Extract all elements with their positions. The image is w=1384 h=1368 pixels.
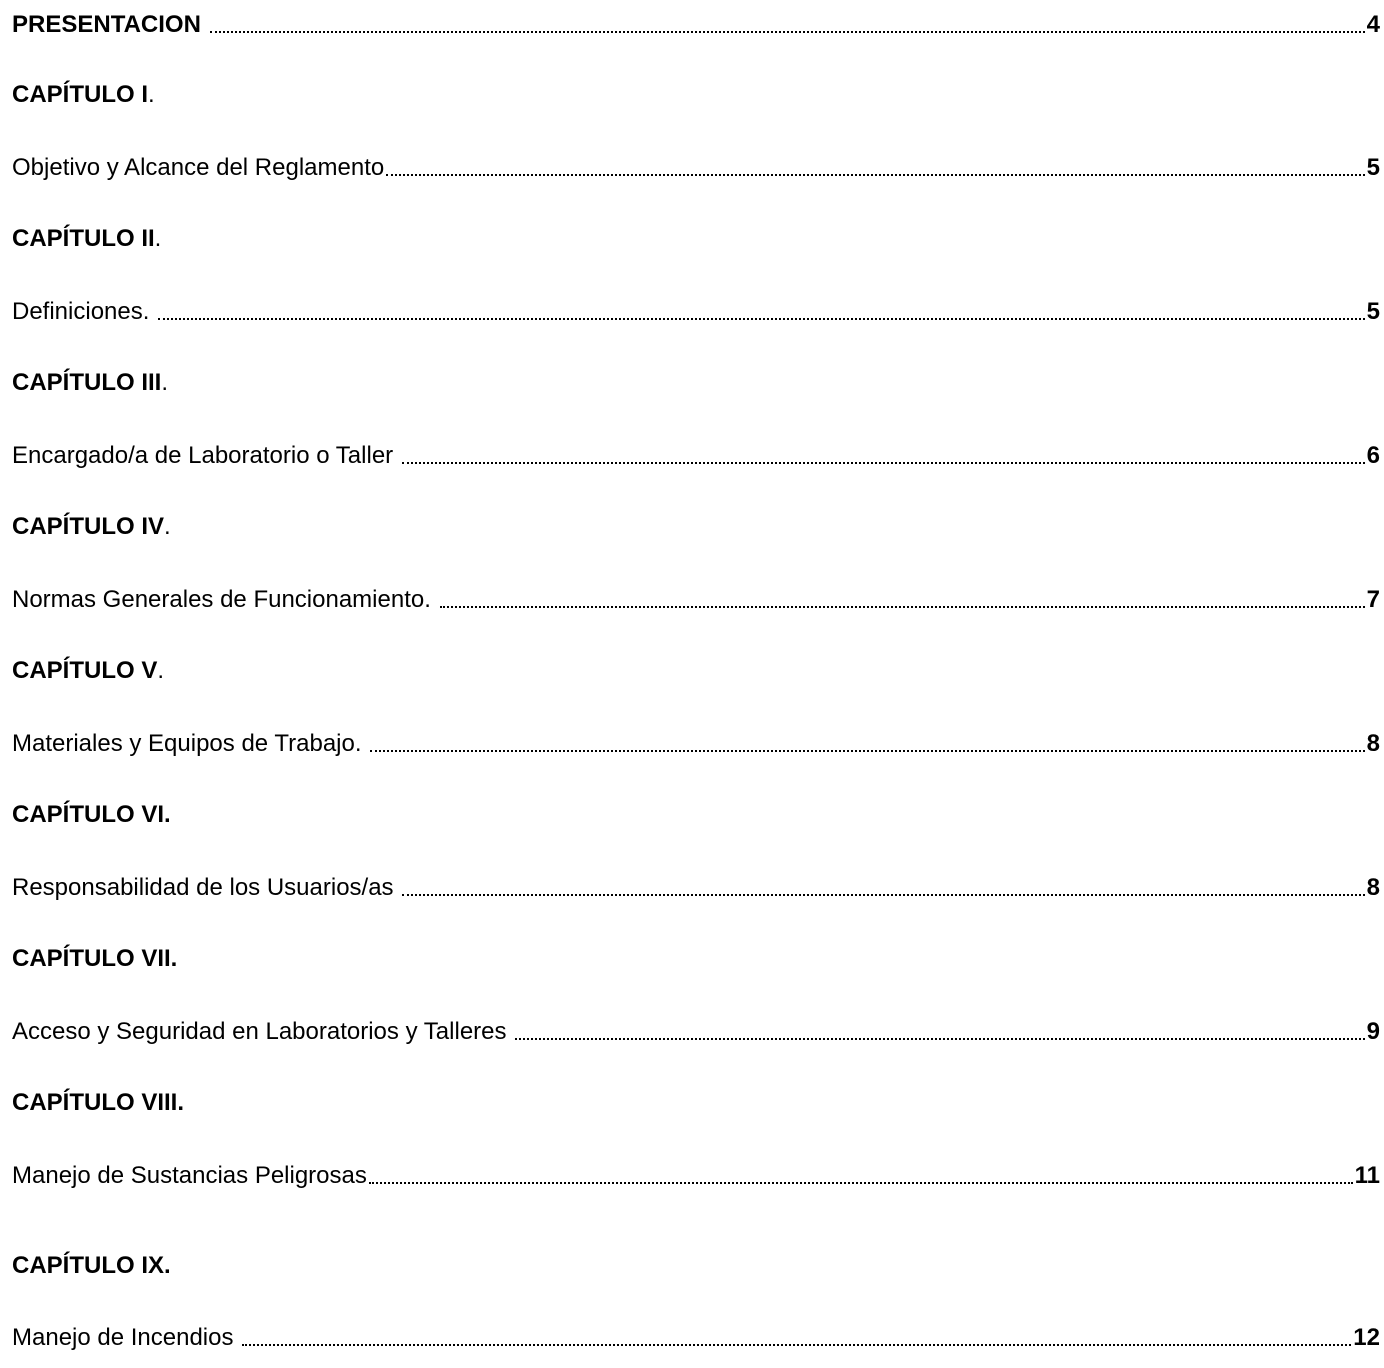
dot-leader xyxy=(158,318,1365,320)
toc-page-number: 7 xyxy=(1366,586,1380,613)
chapter-heading-text: CAPÍTULO VII. xyxy=(12,945,178,972)
toc-entry[interactable] xyxy=(12,1151,1380,1191)
chapter-heading-text: CAPÍTULO IX. xyxy=(12,1252,171,1279)
chapter-heading xyxy=(12,224,161,254)
chapter-heading-text: CAPÍTULO VIII. xyxy=(12,1089,185,1116)
chapter-heading-suffix: . xyxy=(157,657,165,684)
toc-page-number: 8 xyxy=(1366,730,1380,757)
toc-entry-label: PRESENTACION xyxy=(12,11,208,38)
dot-leader xyxy=(515,1038,1364,1040)
toc-entry-label: Manejo de Sustancias Peligrosas xyxy=(12,1162,367,1189)
dot-leader xyxy=(386,174,1364,176)
toc-entry-label: Responsabilidad de los Usuarios/as xyxy=(12,874,401,901)
chapter-heading xyxy=(12,944,177,974)
toc-entry-label: Definiciones. xyxy=(12,298,157,325)
chapter-heading xyxy=(12,656,164,686)
toc-entry[interactable] xyxy=(12,719,1380,759)
chapter-heading-text: CAPÍTULO IV xyxy=(12,513,165,540)
toc-entry[interactable] xyxy=(12,1313,1380,1353)
chapter-heading-suffix: . xyxy=(148,81,155,108)
dot-leader xyxy=(402,894,1364,896)
toc-entry-presentation[interactable] xyxy=(12,0,1380,40)
toc-page-number: 5 xyxy=(1366,298,1380,325)
toc-entry-label: Acceso y Seguridad en Laboratorios y Talleres xyxy=(12,1018,514,1045)
dot-leader xyxy=(440,606,1365,608)
chapter-heading-suffix: . xyxy=(161,369,169,396)
toc-entry-label: Encargado/a de Laboratorio o Taller xyxy=(12,442,400,469)
dot-leader xyxy=(370,750,1364,752)
chapter-heading xyxy=(12,368,168,398)
toc-entry[interactable] xyxy=(12,287,1380,327)
toc-page-number: 9 xyxy=(1366,1018,1380,1045)
dot-leader xyxy=(242,1344,1351,1346)
toc-entry[interactable] xyxy=(12,575,1380,615)
toc-page-number: 12 xyxy=(1353,1324,1380,1351)
toc-page-number: 5 xyxy=(1366,154,1380,181)
chapter-heading-text: CAPÍTULO VI. xyxy=(12,801,171,828)
toc-entry[interactable] xyxy=(12,1007,1380,1047)
chapter-heading-text: CAPÍTULO III xyxy=(12,369,162,396)
chapter-heading-text: CAPÍTULO II xyxy=(12,225,155,252)
chapter-heading xyxy=(12,1251,171,1281)
dot-leader xyxy=(210,31,1365,33)
dot-leader xyxy=(402,462,1365,464)
toc-entry-label: Normas Generales de Funcionamiento. xyxy=(12,586,438,613)
chapter-heading xyxy=(12,80,155,110)
chapter-heading xyxy=(12,1088,184,1118)
chapter-heading-suffix: . xyxy=(154,225,162,252)
chapter-heading-suffix: . xyxy=(164,513,171,540)
toc-entry[interactable] xyxy=(12,863,1380,903)
dot-leader xyxy=(369,1182,1353,1184)
toc-entry-label: Objetivo y Alcance del Reglamento xyxy=(12,154,385,181)
chapter-heading xyxy=(12,800,171,830)
toc-page-number: 8 xyxy=(1366,874,1380,901)
chapter-heading xyxy=(12,512,171,542)
toc-entry-label: Manejo de Incendios xyxy=(12,1324,241,1351)
toc-entry[interactable] xyxy=(12,143,1380,183)
toc-page-number: 11 xyxy=(1354,1162,1380,1189)
toc-entry-label: Materiales y Equipos de Trabajo. xyxy=(12,730,369,757)
chapter-heading-text: CAPÍTULO I xyxy=(12,81,148,108)
chapter-heading-text: CAPÍTULO V xyxy=(12,657,158,684)
toc-entry[interactable] xyxy=(12,431,1380,471)
toc-page-number: 4 xyxy=(1366,11,1380,38)
toc-page-number: 6 xyxy=(1366,442,1380,469)
